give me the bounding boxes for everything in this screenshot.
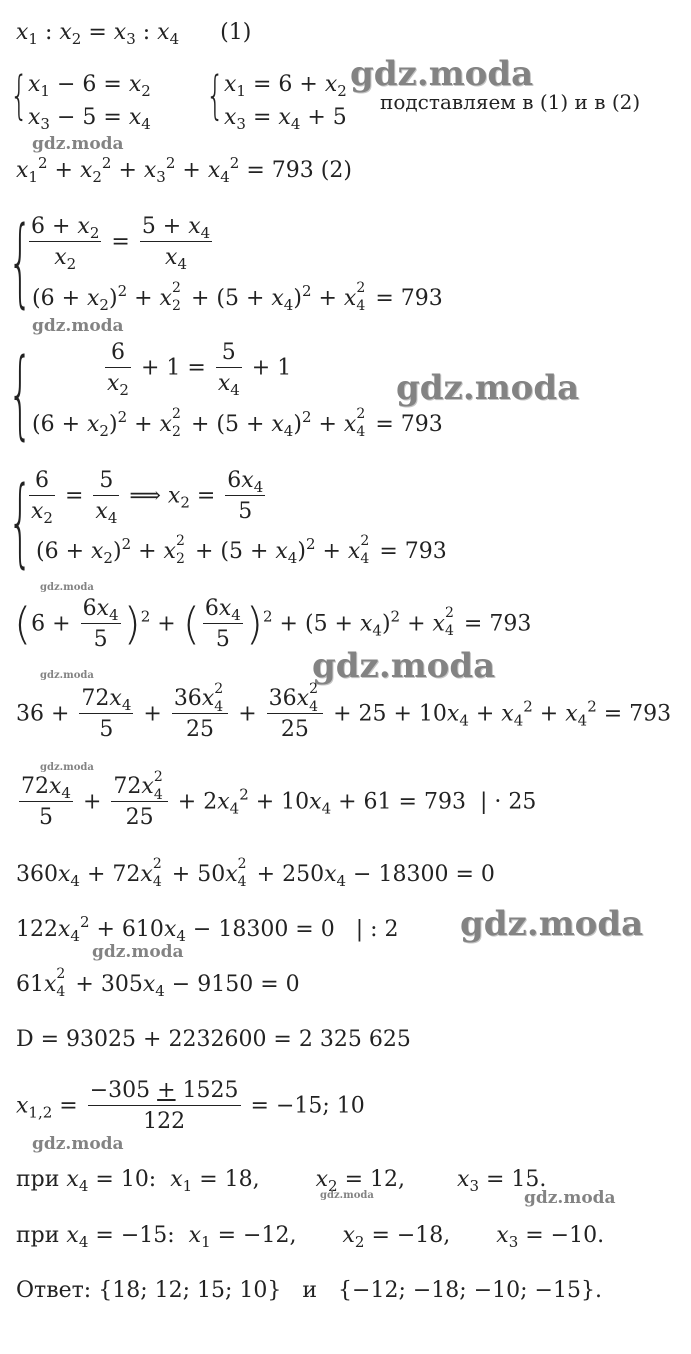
equation-squares-expanded: $(6 + x_2)^2 + x$ 2 2 + $(5 + x_4)^2 + x$ 2 4 = 793 [32, 280, 443, 314]
equation-x1-equals: $x_1 = 6 + x_2$ [224, 72, 347, 100]
left-brace: { [8, 338, 33, 450]
equation-label-2: (2) [320, 158, 352, 183]
equation-x3-equals: $x_3 = x_4 + 5$ [224, 105, 347, 133]
equation-simplified: $\frac{72x_4}{5}$ + 72x 2 4 25 + $2x_4^2 + 10x_4 + 61 = 793$ | · 25 [21, 769, 537, 831]
equation-x3-minus-5: $x_3 - 5 = x_4$ [28, 105, 151, 133]
watermark: gdz.moda [40, 762, 94, 773]
divide-2-note: | : 2 [355, 917, 399, 942]
watermark: gdz.moda [350, 54, 534, 94]
answer-label: Ответ: [16, 1278, 92, 1303]
watermark: gdz.moda [396, 368, 580, 408]
case-1-condition: = 10: [95, 1167, 157, 1192]
watermark: gdz.moda [40, 670, 94, 681]
equation-x2-of-x4: $\frac{6}{x_2}$ = $\frac{5}{x_4}$ ⟹ $x_2$ = $\frac{6x_4}{5}$ [31, 468, 264, 528]
watermark: gdz.moda [32, 134, 124, 154]
left-brace: { [8, 206, 33, 318]
left-brace: { [8, 466, 33, 578]
discriminant: D = 93025 + 2232600 = 2 325 625 [16, 1027, 411, 1052]
equation-ratio: $\frac{6 + x_2}{x_2}$ = $\frac{5 + x_4}{x_4}$ [31, 214, 211, 274]
solution-case-1: при $x_4 = 10$: $x_1 = 18$, $x_2 = 12$, $x_3 = 15$. [16, 1167, 547, 1195]
case-2-condition: = −15: [95, 1223, 175, 1248]
equation-times-25: $360x_4 + 72x$ 2 4 + 50x 2 4 + $250x_4 - 18300 = 0$ [16, 856, 495, 890]
answer [16, 1280, 602, 1302]
watermark: gdz.moda [92, 942, 184, 962]
watermark: gdz.moda [32, 1134, 124, 1154]
watermark: gdz.moda [40, 582, 94, 593]
watermark: gdz.moda [460, 904, 644, 944]
equation-proportion: $x_1$ : $x_2 = x_3$ : $x_4$ (1) [16, 20, 252, 48]
roots-value: = −15; 10 [250, 1093, 365, 1119]
equation-x1-minus-6: $x_1 - 6 = x_2$ [28, 72, 151, 100]
multiply-25-note: | · 25 [479, 789, 537, 815]
equation-plus-one: $\frac{6}{x_2}$ + 1 = $\frac{5}{x_4}$ + 1 [107, 340, 292, 400]
case-1-prefix: при [16, 1167, 60, 1192]
watermark: gdz.moda [312, 646, 496, 686]
substitute-note: подставляем в (1) и в (2) [380, 90, 641, 114]
case-2-prefix: при [16, 1223, 60, 1248]
answer-set-1: {18; 12; 15; 10} [98, 1278, 282, 1303]
equation-expanded: 36 + $\frac{72x_4}{5}$ + 36x 2 4 25 + 36x 2 4 25 + $25 + 10x_4 + x_4^2 + x_4^2 = 793$ [16, 681, 672, 743]
answer-and: и [302, 1278, 318, 1303]
watermark: gdz.moda [32, 316, 124, 336]
left-brace: { [206, 66, 225, 126]
equation-reduced: 61x 2 4 + $305x_4 - 9150 = 0$ [16, 966, 300, 1000]
left-brace: { [10, 66, 29, 126]
answer-set-2: {−12; −18; −10; −15}. [338, 1278, 602, 1303]
equation-label-1: (1) [220, 20, 252, 45]
watermark: gdz.moda [320, 1190, 374, 1201]
equation-sum-squares: $x_1^2 + x_2^2 + x_3^2 + x_4^2 = 793$ (2) [16, 154, 352, 186]
equation-squares-expanded: $(6 + x_2)^2 + x$ 2 2 + $(5 + x_4)^2 + x$ 2 4 = 793 [32, 406, 443, 440]
solution-case-2: при $x_4 = -15$: $x_1 = -12$, $x_2 = -18$, $x_3 = -10$. [16, 1223, 605, 1251]
equation-quadratic: $122x_4^2 + 610x_4 - 18300 = 0$ | : 2 [16, 913, 399, 945]
equation-substituted: (6 + $\frac{6x_4}{5}$ )$^2$ + ( $\frac{6x_4}{5}$ )$^2 + (5 + x_4)^2 + x$ 2 4 = 793 [14, 596, 532, 653]
watermark: gdz.moda [524, 1188, 616, 1208]
equation-squares-expanded: $(6 + x_2)^2 + x$ 2 2 + $(5 + x_4)^2 + x$ 2 4 = 793 [36, 533, 447, 567]
equation-roots: $x_{1,2}$ = $\frac{-305 + 1525}{122}$ = −15; 10 [16, 1078, 365, 1135]
